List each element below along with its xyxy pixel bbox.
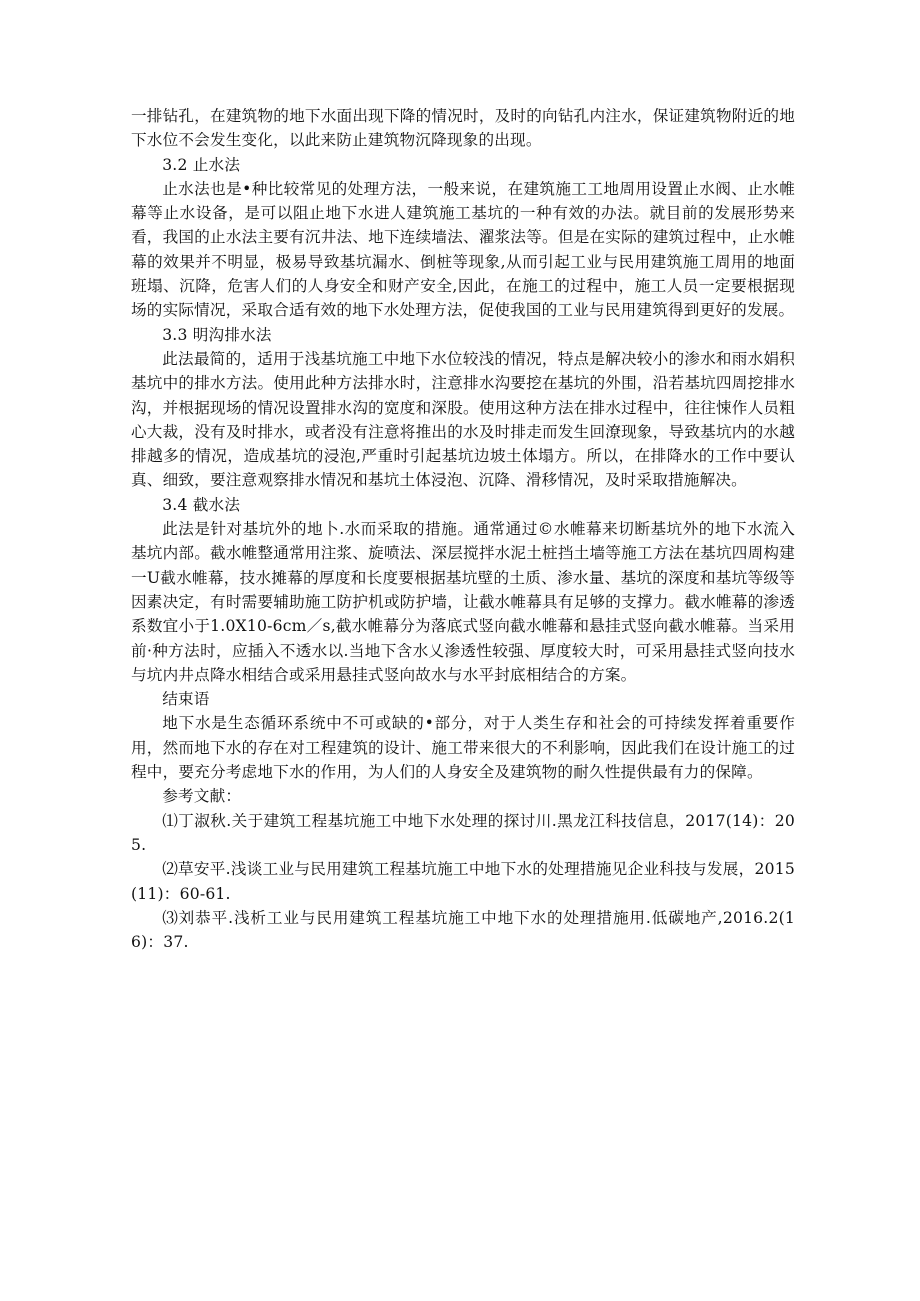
paragraph-continuation: 一排钻孔，在建筑物的地下水面出现下降的情况时，及时的向钻孔内注水，保证建筑物附近的地下水位不会发生变化，以此来防止建筑物沉降现象的出现。	[131, 107, 795, 150]
section-heading-3-2: 3.2 止水法	[162, 155, 241, 174]
reference-item-2: ⑵草安平.浅谈工业与民用建筑工程基坑施工中地下水的处理措施见企业科技与发展，2015(11)：60-61.	[131, 860, 795, 903]
paragraph-cutoff-method: 此法是针对基坑外的地卜.水而采取的措施。通常通过©水帷幕来切断基坑外的地下水流入基坑内部。截水帷整通常用注浆、旋喷法、深层搅拌水泥土桩挡土墙等施工方法在基坑四周构建一U截水帷幕，技水摊幕的厚度和长度要根据基坑壁的土质、渗水量、基坑的深度和基坑等级等因素决定，有时需要辅助施工防护机或防护墙，让截水帷幕具有足够的支撑力。截水帷幕的渗透系数宜小于1.0X10-6cm／s,截水帷幕分为落底式竖向截水帷幕和悬挂式竖向截水帷幕。当采用前·种方法时，应插入不透水以.当地下含水乂渗透性较强、厚度较大时，可采用悬挂式竖向技水与坑内井点降水相结合或采用悬挂式竖向故水与水平封底相结合的方案。	[131, 520, 795, 684]
section-heading-conclusion: 结束语	[162, 690, 210, 709]
paragraph-water-stop-method: 止水法也是•种比较常见的处理方法，一般来说，在建筑施工工地周用设置止水阀、止水帷幕等止水设备，是可以阻止地下水进人建筑施工基坑的一种有效的办法。就目前的发展形势来看，我国的止水法主要有沉井法、地下连续墙法、濯浆法等。但是在实际的建筑过程中，止水帷幕的效果并不明显，极易导致基坑漏水、倒桩等现象,从而引起工业与民用建筑施工周用的地面班塌、沉降，危害人们的人身安全和财产安全,因此，在施工的过程中，施工人员一定要根据现场的实际情况，采取合适有效的地下水处理方法，促使我国的工业与民用建筑得到更好的发展。	[131, 179, 795, 320]
reference-item-1: ⑴丁淑秋.关于建筑工程基坑施工中地下水处理的探讨川.黑龙江科技信息，2017(14)：205.	[131, 811, 795, 854]
paragraph-conclusion: 地下水是生态循环系统中不可或缺的•部分，对于人类生存和社会的可持续发挥着重要作用，然而地下水的存在对工程建筑的设计、施工带来很大的不利影响，因此我们在设计施工的过程中，要充分考虑地下水的作用，为人们的人身安全及建筑物的耐久性提供最有力的保障。	[131, 714, 795, 782]
document-body	[131, 104, 795, 954]
paragraph-open-ditch-drainage: 此法最简的，适用于浅基坑施工中地下水位较浅的情况，特点是解决较小的渗水和雨水娟积基坑中的排水方法。使用此种方法排水时，注意排水沟要挖在基坑的外围，沿若基坑四周挖排水沟，并根据现场的情况设置排水沟的宽度和深股。使用这种方法在排水过程中，往往悚作人员粗心大裁，没有及时排水，或者没有注意将推出的水及时排走而发生回潦现象，导致基坑内的水越排越多的情况，造成基坑的浸泡,严重时引起基坑边坡土体塌方。所以，在排降水的工作中要认真、细致，要注意观察排水情况和基坑土体浸泡、沉降、滑移情况，及时采取措施解决。	[131, 349, 795, 490]
reference-item-3: ⑶刘恭平.浅析工业与民用建筑工程基坑施工中地下水的处理措施用.低碳地产,2016.2(16)：37.	[131, 908, 795, 952]
section-heading-references: 参考文献：	[162, 787, 242, 806]
section-heading-3-3: 3.3 明沟排水法	[162, 325, 272, 344]
section-heading-3-4: 3.4 截水法	[162, 495, 241, 514]
